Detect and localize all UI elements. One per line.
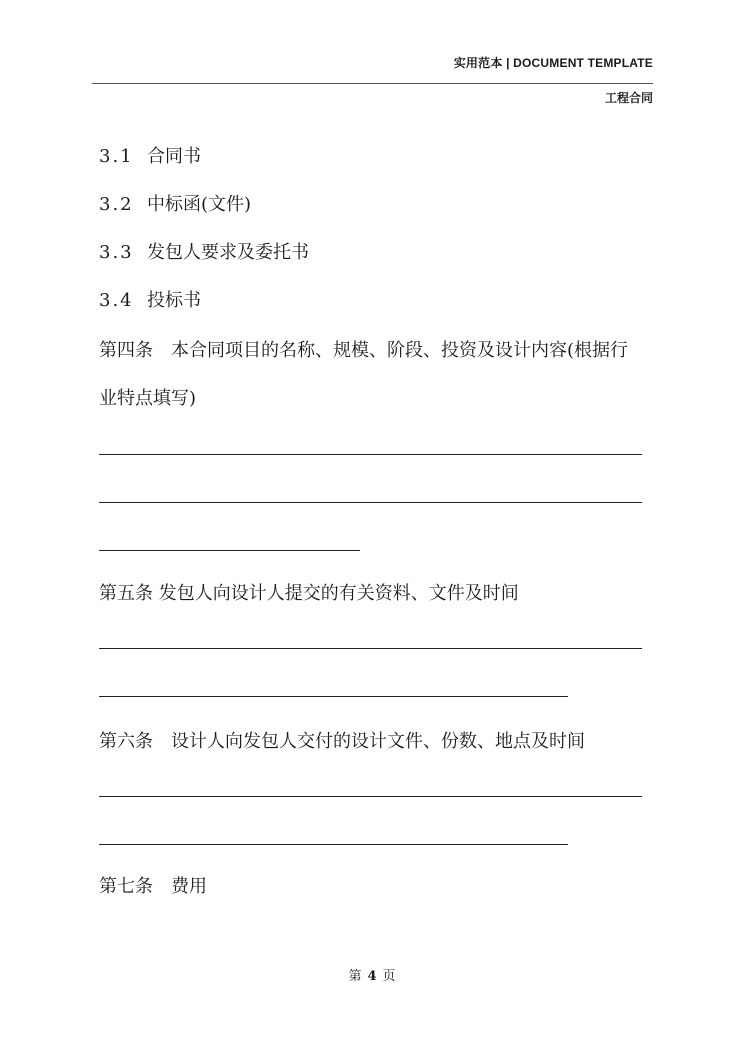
article-4-heading-cont: 业特点填写) — [99, 388, 197, 409]
article-5-heading: 第五条 发包人向设计人提交的有关资料、文件及时间 — [99, 583, 519, 604]
article-7-heading: 第七条 费用 — [99, 876, 207, 897]
article-4-heading: 第四条 本合同项目的名称、规模、阶段、投资及设计内容(根据行 — [99, 340, 629, 361]
item-number: 3.2 — [99, 194, 134, 215]
list-item — [99, 194, 251, 216]
document-header-tag: 实用范本 | DOCUMENT TEMPLATE — [453, 56, 653, 70]
fill-in-blank — [99, 696, 568, 697]
fill-in-blank — [99, 502, 642, 503]
fill-in-blank — [99, 550, 360, 551]
article-6-heading: 第六条 设计人向发包人交付的设计文件、份数、地点及时间 — [99, 731, 585, 752]
page-suffix: 页 — [382, 969, 396, 984]
list-item — [99, 146, 201, 168]
item-text: 中标函(文件) — [147, 194, 252, 215]
list-item — [99, 290, 201, 312]
item-number: 3.3 — [99, 242, 134, 263]
item-number: 3.1 — [99, 146, 134, 167]
page-number: 4 — [367, 969, 377, 984]
item-text: 投标书 — [147, 290, 201, 311]
item-text: 发包人要求及委托书 — [147, 242, 309, 263]
list-item — [99, 242, 309, 264]
header-divider — [92, 83, 653, 84]
item-number: 3.4 — [99, 290, 134, 311]
fill-in-blank — [99, 454, 642, 455]
fill-in-blank — [99, 796, 642, 797]
fill-in-blank — [99, 648, 642, 649]
page-prefix: 第 — [348, 969, 362, 984]
fill-in-blank — [99, 844, 568, 845]
document-category: 工程合同 — [604, 91, 653, 105]
page-number-footer — [0, 965, 744, 984]
item-text: 合同书 — [147, 146, 201, 167]
